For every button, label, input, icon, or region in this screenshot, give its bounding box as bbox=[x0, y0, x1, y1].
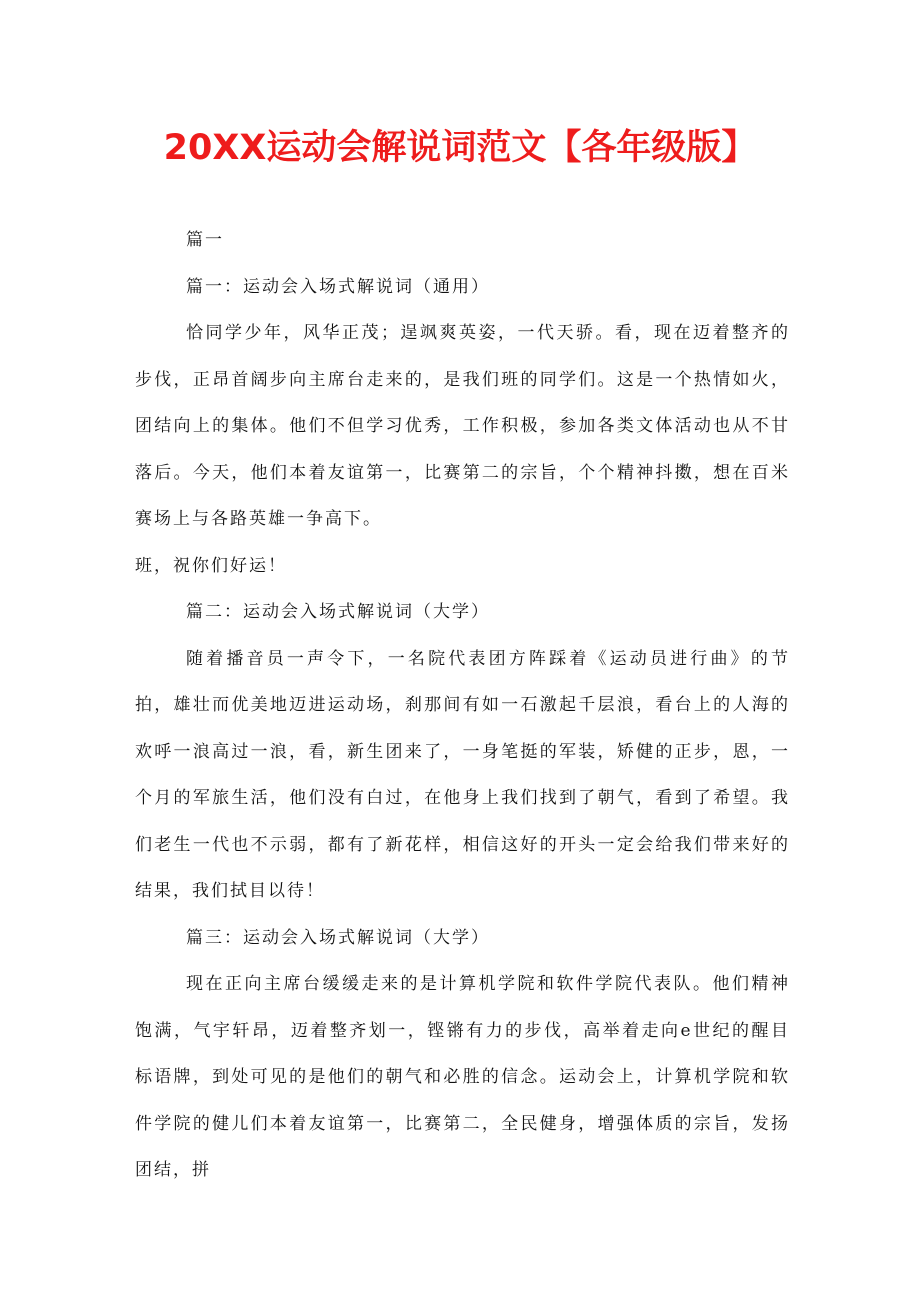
section-heading-3: 篇三：运动会入场式解说词（大学） bbox=[186, 927, 490, 948]
document-body bbox=[135, 217, 790, 1194]
paragraph-3: 现在正向主席台缓缓走来的是计算机学院和软件学院代表队。他们精神饱满，气宇轩昂，迈着整齐划一，铿锵有力的步伐，高举着走向e世纪的醒目标语牌，到处可见的是他们的朝气和必胜的信念。运动会上，计算机学院和软件学院的健儿们本着友谊第一，比赛第二，全民健身，增强体质的宗旨，发扬团结，拼 bbox=[135, 974, 790, 1180]
paragraph-fragment: 班，祝你们好运！ bbox=[135, 555, 287, 576]
document-title: 20XX运动会解说词范文【各年级版】 bbox=[163, 128, 757, 168]
section-label: 篇一 bbox=[186, 230, 224, 250]
section-heading-2: 篇二：运动会入场式解说词（大学） bbox=[186, 602, 490, 622]
section-heading-1: 篇一：运动会入场式解说词（通用） bbox=[186, 276, 490, 297]
paragraph-1: 恰同学少年，风华正茂；逞飒爽英姿，一代天骄。看，现在迈着整齐的步伐，正昂首阔步向主席台走来的，是我们班的同学们。这是一个热情如火，团结向上的集体。他们不但学习优秀，工作积极，参加各类文体活动也从不甘落后。今天，他们本着友谊第一，比赛第二的宗旨，个个精神抖擞，想在百米赛场上与各路英雄一争高下。 bbox=[135, 323, 790, 529]
paragraph-2: 随着播音员一声令下，一名院代表团方阵踩着《运动员进行曲》的节拍，雄壮而优美地迈进运动场，刹那间有如一石激起千层浪，看台上的人海的欢呼一浪高过一浪，看，新生团来了，一身笔挺的军装，矫健的正步，恩，一个月的军旅生活，他们没有白过，在他身上我们找到了朝气，看到了希望。我们老生一代也不示弱，都有了新花样，相信这好的开头一定会给我们带来好的结果，我们拭目以待！ bbox=[135, 648, 790, 901]
